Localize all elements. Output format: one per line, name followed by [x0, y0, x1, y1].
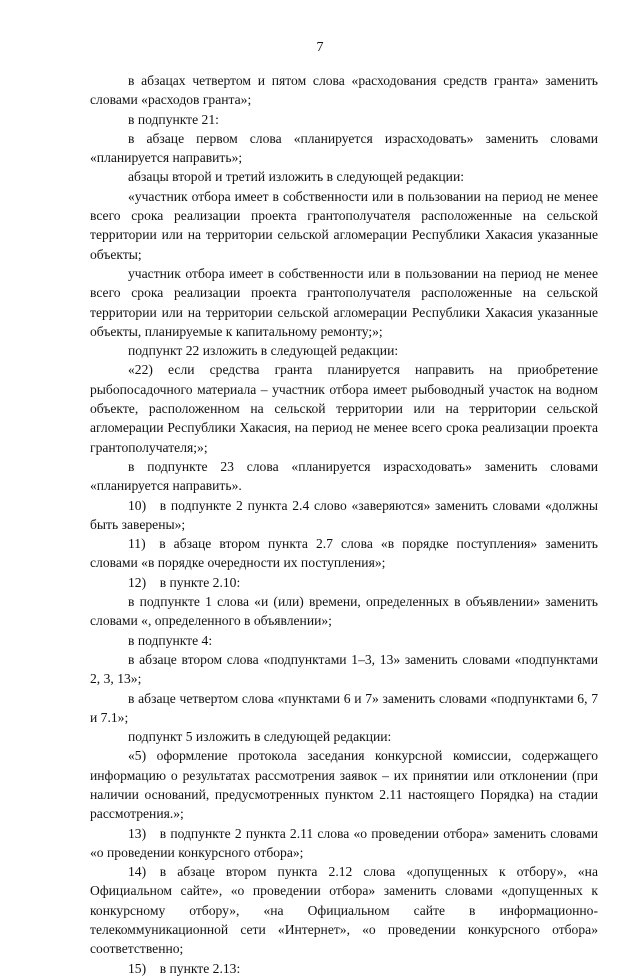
paragraph-2: в подпункте 21:	[128, 111, 219, 127]
paragraph-19: 13) в подпункте 2 пункта 2.11 слова «о проведении отбора» заменить словами «о проведении конкурсного отбора»;	[90, 825, 598, 860]
paragraph-9: в подпункте 23 слова «планируется израсходовать» заменить словами «планируется направить».	[90, 458, 598, 494]
paragraph-16: в абзаце четвертом слова «пунктами 6 и 7» заменить словами «подпунктами 6, 7 и 7.1»;	[90, 690, 598, 725]
paragraph-18: «5) оформление протокола заседания конкурсной комиссии, содержащего информацию о результатах рассмотрения заявок – их принятии или отклонении (при наличии оснований, предусмотренных пунктом 2.11 настоящего Порядка) на стадии рассмотрения.»;	[90, 748, 598, 822]
paragraph-13: в подпункте 1 слова «и (или) времени, определенных в объявлении» заменить словами «, определенного в объявлении»;	[90, 594, 598, 629]
paragraph-7: подпункт 22 изложить в следующей редакции:	[128, 343, 399, 359]
paragraph-11: 11) в абзаце втором пункта 2.7 слова «в порядке поступления» заменить словами «в порядке очередности их поступления»;	[90, 536, 598, 571]
paragraph-14: в подпункте 4:	[128, 632, 213, 648]
paragraph-20: 14) в абзаце втором пункта 2.12 слова «допущенных к отбору», «на Официальном сайте», «о проведении отбора» заменить словами «допущенных к конкурсному отбору», «на Официальном сайте в информационно-телекоммуникационной сети «Интернет», «о проведении конкурсного отбора» соответственно;	[90, 864, 598, 957]
paragraph-17: подпункт 5 изложить в следующей редакции:	[128, 729, 392, 745]
paragraph-12: 12) в пункте 2.10:	[128, 574, 241, 590]
paragraph-3: в абзаце первом слова «планируется израсходовать» заменить словами «планируется направить»;	[90, 130, 598, 166]
paragraph-6: участник отбора имеет в собственности или в пользовании на период не менее всего срока реализации проекта грантополучателя расположенные на сельской территории или на территории сельской агломерации Республики Хакасия указанные объекты, планируемые к капитальному ремонту;»;	[90, 265, 598, 339]
paragraph-15: в абзаце втором слова «подпунктами 1–3, 13» заменить словами «подпунктами 2, 3, 13»;	[90, 651, 598, 687]
paragraph-8: «22) если средства гранта планируется направить на приобретение рыбопосадочного материала – участник отбора имеет рыбоводный участок на водном объекте, расположенном на сельской территории или на территории сельской агломерации Республики Хакасия, на период не менее всего срока реализации проекта грантополучателя;»;	[90, 362, 598, 455]
page-number: 7	[316, 40, 324, 55]
paragraph-1: в абзацах четвертом и пятом слова «расходования средств гранта» заменить словами «расходов гранта»;	[90, 73, 598, 108]
paragraph-4: абзацы второй и третий изложить в следующей редакции:	[128, 169, 464, 185]
paragraph-10: 10) в подпункте 2 пункта 2.4 слово «заверяются» заменить словами «должны быть заверены»;	[90, 497, 598, 532]
document-body	[90, 71, 598, 978]
paragraph-5: «участник отбора имеет в собственности или в пользовании на период не менее всего срока реализации проекта грантополучателя расположенные на сельской территории или на территории сельской агломерации Республики Хакасия указанные объекты;	[90, 188, 598, 262]
paragraph-21: 15) в пункте 2.13:	[128, 960, 241, 976]
